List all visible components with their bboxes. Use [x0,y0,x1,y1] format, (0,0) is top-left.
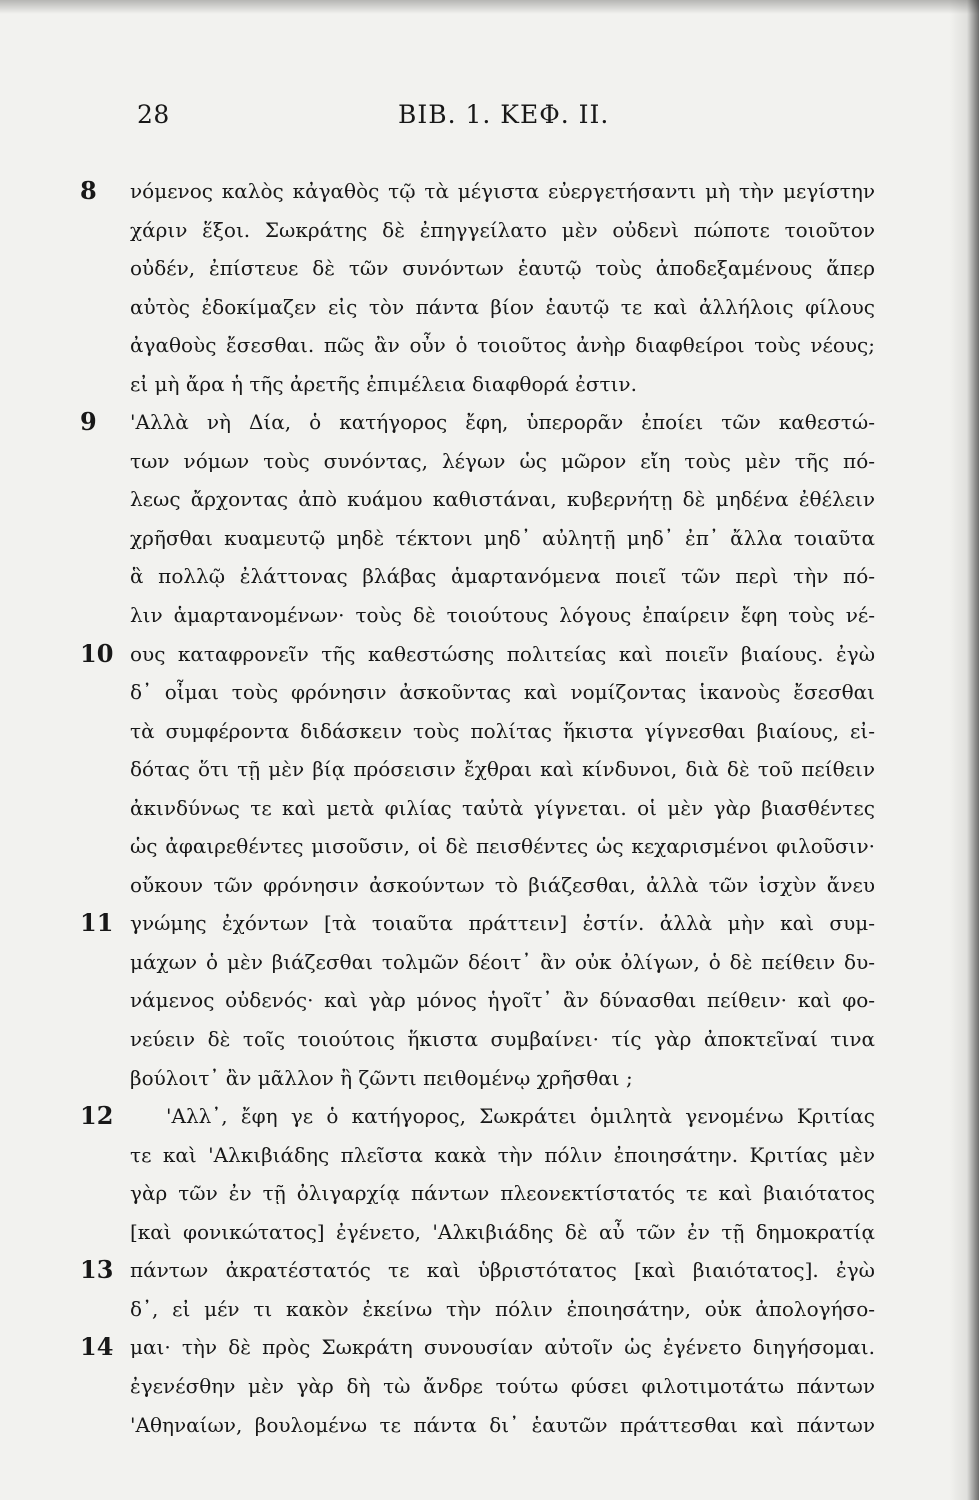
line-text: μαι· τὴν δὲ πρὸς Σωκράτη συνουσίαν αὐτοῖν ὡς ἐγένετο διηγήσομαι. [130,1335,875,1360]
text-line [0,981,979,1020]
text-line [0,673,979,712]
text-line [0,1213,979,1252]
line-text: δ᾽, εἰ μέν τι κακὸν ἐκείνω τὴν πόλιν ἐποιησάτην, οὐκ ἀπολογήσο- [130,1296,875,1321]
page-number: 28 [137,100,170,129]
text-line [0,365,979,404]
text-line [0,557,979,596]
line-text: γνώμης ἐχόντων [τὰ τοιαῦτα πράττειν] ἐστίν. ἀλλὰ μὴν καὶ συμ- [130,911,875,936]
line-text: γὰρ τῶν ἐν τῇ ὀλιγαρχίᾳ πάντων πλεονεκτίστατός τε καὶ βιαιότατος [130,1181,875,1206]
section-number: 11 [80,908,114,938]
text-line [0,288,979,327]
line-text: λιν ἁμαρτανομένων· τοὺς δὲ τοιούτους λόγους ἐπαίρειν ἔφη τοὺς νέ- [130,603,875,628]
line-text: μάχων ὁ μὲν βιάζεσθαι τολμῶν δέοιτ᾽ ἂν οὐκ ὀλίγων, ὁ δὲ πείθειν δυ- [130,949,875,974]
text-line [0,596,979,635]
text-line [0,172,979,211]
page-shadow-top [0,0,979,14]
text-block [0,172,979,1444]
text-line [0,1406,979,1445]
line-text: 'Αλλὰ νὴ Δία, ὁ κατήγορος ἔφη, ὑπερορᾶν ἐποίει τῶν καθεστώ- [130,410,875,435]
line-text: ἀγαθοὺς ἔσεσθαι. πῶς ἂν οὖν ὁ τοιοῦτος ἀνὴρ διαφθείροι τοὺς νέους; [130,333,875,358]
line-text: οὔκουν τῶν φρόνησιν ἀσκούντων τὸ βιάζεσθαι, ἀλλὰ τῶν ἰσχὺν ἄνευ [130,872,875,897]
text-line [0,403,979,442]
line-text: οὐδέν, ἐπίστευε δὲ τῶν συνόντων ἑαυτῷ τοὺς ἀποδεξαμένους ἅπερ [130,256,875,281]
running-title: ΒΙΒ. 1. ΚΕΦ. ΙΙ. [398,100,610,129]
section-number: 12 [80,1101,114,1131]
line-text: λεως ἄρχοντας ἀπὸ κυάμου καθιστάναι, κυβερνήτῃ δὲ μηδένα ἐθέλειν [130,487,875,512]
text-line [0,1328,979,1367]
line-text: πάντων ἀκρατέστατός τε καὶ ὑβριστότατος [καὶ βιαιότατος]. ἐγὼ [130,1258,875,1283]
text-line [0,1097,979,1136]
text-line [0,519,979,558]
text-line [0,1367,979,1406]
section-number: 10 [80,638,114,668]
line-text: 'Αθηναίων, βουλομένω τε πάντα δι᾽ ἑαυτῶν πράττεσθαι καὶ πάντων [130,1412,875,1437]
line-text: εἰ μὴ ἄρα ἡ τῆς ἀρετῆς ἐπιμέλεια διαφθορά ἐστιν. [130,371,637,396]
text-line [0,750,979,789]
line-text: δότας ὅτι τῇ μὲν βίᾳ πρόσεισιν ἔχθραι καὶ κίνδυνοι, διὰ δὲ τοῦ πείθειν [130,757,875,782]
line-text: ἐγενέσθην μὲν γὰρ δὴ τὼ ἄνδρε τούτω φύσει φιλοτιμοτάτω πάντων [130,1373,875,1398]
line-text: νεύειν δὲ τοῖς τοιούτοις ἥκιστα συμβαίνει· τίς γὰρ ἀποκτεῖναί τινα [130,1027,875,1052]
line-text: ἃ πολλῷ ἐλάττονας βλάβας ἁμαρτανόμενα ποιεῖ τῶν περὶ τὴν πό- [130,564,875,589]
text-line [0,326,979,365]
line-text: των νόμων τοὺς συνόντας, λέγων ὡς μῶρον εἴη τοὺς μὲν τῆς πό- [130,448,875,473]
text-line [0,635,979,674]
line-text: [καὶ φονικώτατος] ἐγένετο, 'Αλκιβιάδης δὲ αὖ τῶν ἐν τῇ δημοκρατίᾳ [130,1219,875,1244]
line-text: 'Αλλ᾽, ἔφη γε ὁ κατήγορος, Σωκράτει ὁμιλητὰ γενομένω Κριτίας [166,1104,875,1129]
text-line [0,442,979,481]
line-text: χρῆσθαι κυαμευτῷ μηδὲ τέκτονι μηδ᾽ αὐλητῇ μηδ᾽ ἐπ᾽ ἄλλα τοιαῦτα [130,525,875,550]
text-line [0,1251,979,1290]
text-line [0,480,979,519]
line-text: χάριν ἕξοι. Σωκράτης δὲ ἐπηγγείλατο μὲν οὐδενὶ πώποτε τοιοῦτον [130,217,875,242]
section-number: 8 [80,176,97,205]
section-number: 14 [80,1332,114,1362]
line-text: ὡς ἀφαιρεθέντες μισοῦσιν, οἱ δὲ πεισθέντες ὡς κεχαρισμένοι φιλοῦσιν· [130,834,875,859]
section-number: 13 [80,1255,114,1285]
line-text: τὰ συμφέροντα διδάσκειν τοὺς πολίτας ἥκιστα γίγνεσθαι βιαίους, εἰ- [130,718,875,743]
line-text: ους καταφρονεῖν τῆς καθεστώσης πολιτείας καὶ ποιεῖν βιαίους. ἐγὼ [130,641,875,666]
text-line [0,712,979,751]
text-line [0,211,979,250]
line-text: νόμενος καλὸς κἀγαθὸς τῷ τὰ μέγιστα εὐεργετήσαντι μὴ τὴν μεγίστην [130,179,875,203]
text-line [0,1290,979,1329]
text-line [0,866,979,905]
text-line [0,249,979,288]
text-line [0,904,979,943]
line-text: τε καὶ 'Αλκιβιάδης πλεῖστα κακὰ τὴν πόλιν ἐποιησάτην. Κριτίας μὲν [130,1142,875,1167]
text-line [0,1174,979,1213]
section-number: 9 [80,407,97,437]
line-text: βούλοιτ᾽ ἂν μᾶλλον ἢ ζῶντι πειθομένῳ χρῆσθαι ; [130,1065,633,1090]
line-text: ἀκινδύνως τε καὶ μετὰ φιλίας ταὐτὰ γίγνεται. οἱ μὲν γὰρ βιασθέντες [130,795,875,820]
line-text: δ᾽ οἶμαι τοὺς φρόνησιν ἀσκοῦντας καὶ νομίζοντας ἱκανοὺς ἔσεσθαι [130,680,875,705]
text-line [0,1136,979,1175]
text-line [0,943,979,982]
text-line [0,1020,979,1059]
text-line [0,827,979,866]
line-text: αὐτὸς ἐδοκίμαζεν εἰς τὸν πάντα βίον ἑαυτῷ τε καὶ ἀλλήλοις φίλους [130,294,875,319]
running-head [0,100,979,140]
line-text: νάμενος οὐδενός· καὶ γὰρ μόνος ἡγοῖτ᾽ ἂν δύνασθαι πείθειν· καὶ φο- [130,988,875,1013]
text-line [0,789,979,828]
text-line [0,1059,979,1098]
